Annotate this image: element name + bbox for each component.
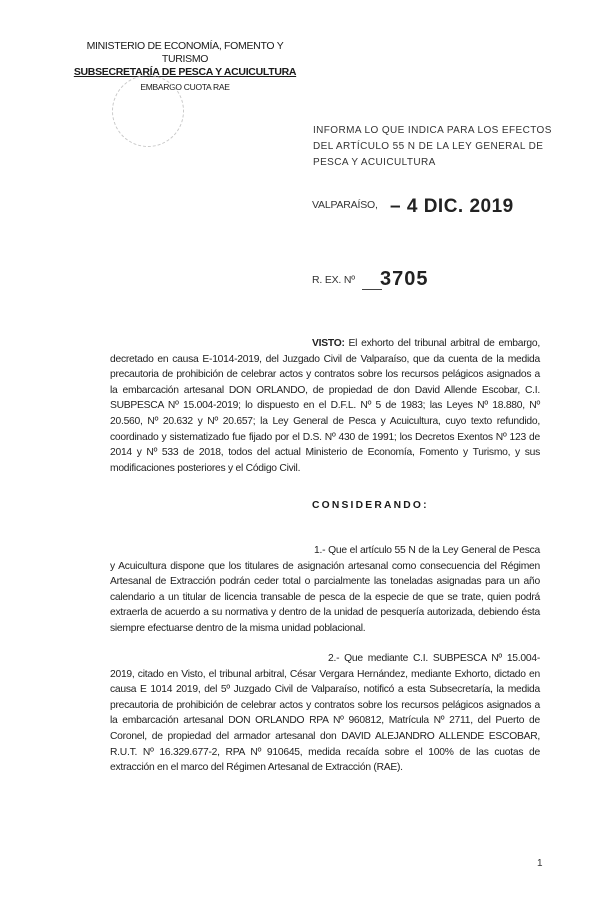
place-label: VALPARAÍSO, bbox=[312, 199, 378, 211]
considerando-paragraph-1: 1.- Que el artículo 55 N de la Ley General de Pesca y Acuicultura dispone que los titulares de asignación artesanal como consecuencia del Régimen Artesanal de Extracción podrán ceder total o parcialmente las toneladas asignadas para un año calendario a un titular de licencia transable de pesca de la especie de que se trate, quien podrá extraerla de acuerdo a su normativa y dentro de la unidad de pesquería autorizada, debiendo ésta siempre efectuarse dentro de la misma unidad poblacional. bbox=[110, 545, 540, 634]
considerando-heading: CONSIDERANDO: bbox=[312, 500, 429, 511]
visto-heading: VISTO: bbox=[312, 338, 345, 349]
ministry-name: MINISTERIO DE ECONOMÍA, FOMENTO Y TURISMO bbox=[86, 40, 284, 65]
resolution-label: R. EX. Nº bbox=[312, 274, 355, 286]
document-date: – 4 DIC. 2019 bbox=[390, 196, 514, 217]
visto-paragraph bbox=[110, 336, 540, 476]
faded-stamp-seal bbox=[112, 75, 184, 147]
unit-name: EMBARGO CUOTA RAE bbox=[140, 82, 230, 92]
resolution-underline bbox=[362, 289, 382, 290]
page-number: 1 bbox=[537, 858, 543, 869]
considerando-paragraph-2: 2.- Que mediante C.I. SUBPESCA Nº 15.004-2019, citado en Visto, el tribunal arbitral, César Vergara Hernández, mediante Exhorto, dictado en causa E 1014 2019, del 5º Juzgado Civil de Valparaíso, notificó a esta Subsecretaría, la medida precautoria de prohibición de celebrar actos y contratos sobre los recursos pelágicos asignados a la embarcación artesanal DON ORLANDO RPA Nº 960812, Matrícula Nº 2711, del Puerto de Coronel, de propiedad del armador artesanal don DAVID ALEJANDRO ALLENDE ESCOBAR, R.U.T. Nº 16.329.677-2, RPA Nº 910645, medida recaída sobre el 100% de las cuotas de extracción en el marco del Régimen Artesanal de Extracción (RAE). bbox=[110, 653, 540, 774]
document-subject: INFORMA LO QUE INDICA PARA LOS EFECTOS DEL ARTÍCULO 55 N DE LA LEY GENERAL DE PESCA Y ACUICULTURA bbox=[313, 125, 552, 168]
visto-text: El exhorto del tribunal arbitral de embargo, decretado en causa E-1014-2019, del Juzgado Civil de Valparaíso, que da cuenta de la medida precautoria de prohibición de celebrar actos y contratos sobre los recursos pelágicos asignados a la embarcación artesanal DON ORLANDO, de propiedad de don David Allende Escobar, C.I. SUBPESCA Nº 15.004-2019; lo dispuesto en el D.F.L. Nº 5 de 1983; las Leyes Nº 18.880, Nº 20.560, Nº 20.632 y Nº 20.657; la Ley General de Pesca y Acuicultura, cuyo texto refundido, coordinado y sistematizado fue fijado por el D.S. Nº 430 de 1991; los Decretos Exentos Nº 123 de 2014 y Nº 533 de 2018, todos del actual Ministerio de Economía, Fomento y Turismo, y sus modificaciones posteriores y el Código Civil. bbox=[110, 338, 540, 474]
letterhead bbox=[70, 40, 300, 93]
subsecretaria-name: SUBSECRETARÍA DE PESCA Y ACUICULTURA bbox=[73, 66, 297, 78]
resolution-number: 3705 bbox=[380, 268, 429, 290]
